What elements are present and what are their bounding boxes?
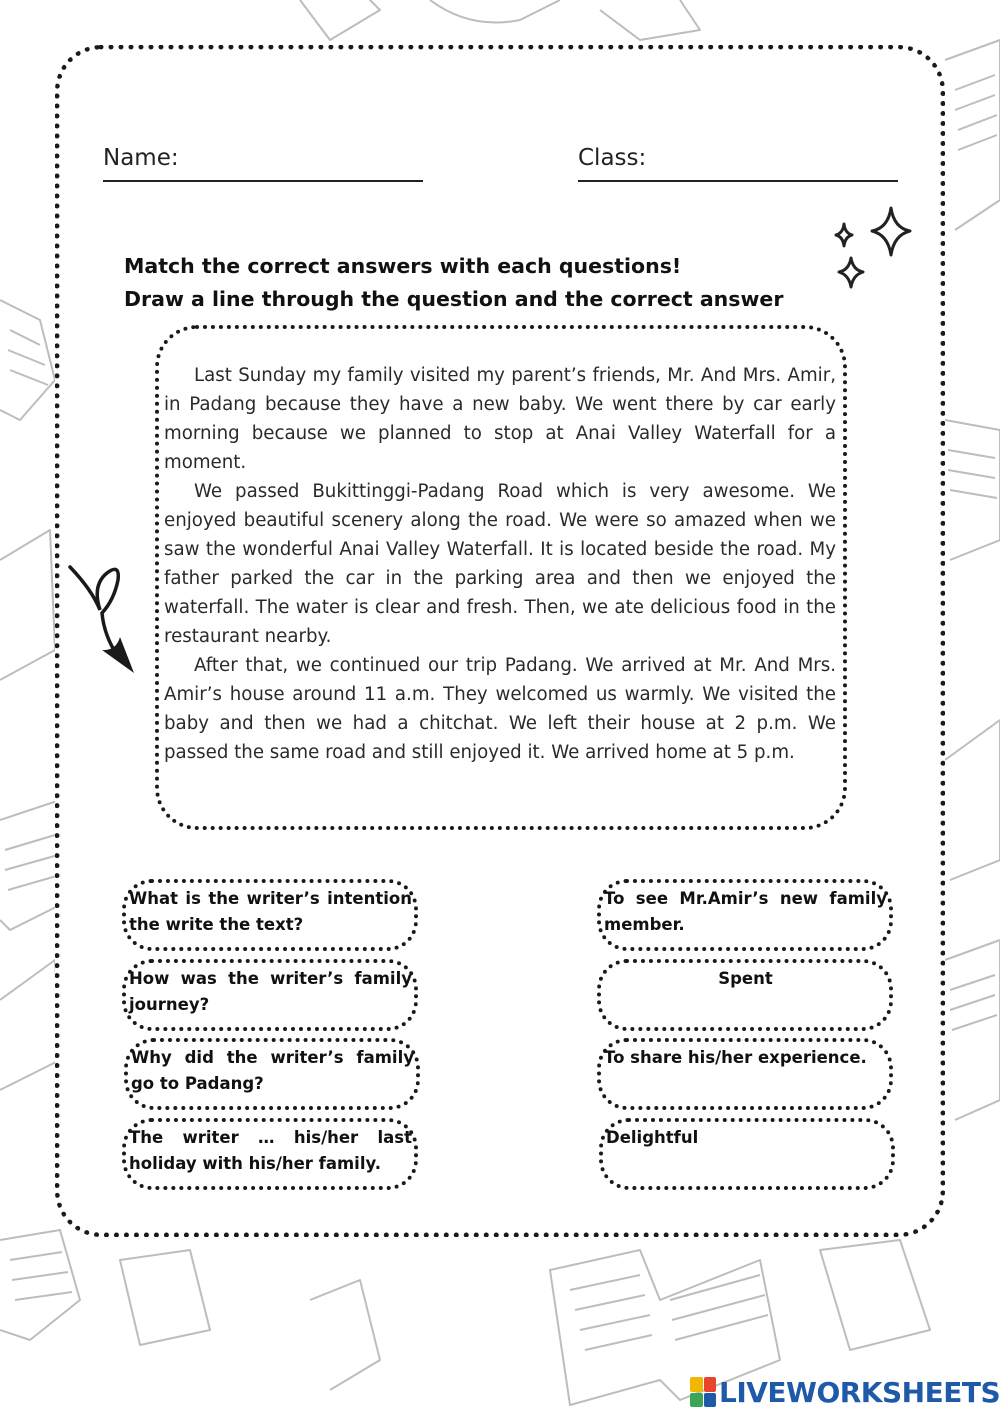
question-1: What is the writer’s intention the write the text? [129, 889, 412, 934]
name-line[interactable] [103, 180, 423, 182]
answer-2: Spent [718, 969, 773, 988]
answer-3: To share his/her experience. [604, 1048, 867, 1067]
sparkles-icon [828, 200, 918, 295]
story-paragraph-3: After that, we continued our trip Padang. We arrived at Mr. And Mrs. Amir’s house around 11 a.m. They welcomed us warmly. We visited the baby and then we had a chitchat. We left their house at 2 p.m. We passed the same road and still enjoyed it. We arrived home at 5 p.m. [164, 655, 836, 763]
name-label: Name: [103, 145, 179, 171]
book-sketch-right [945, 40, 1000, 1120]
question-4: The writer … his/her last holiday with his/her family. [129, 1128, 412, 1173]
story-paragraph-1: Last Sunday my family visited my parent’s friends, Mr. And Mrs. Amir, in Padang because they have a new baby. We went there by car early morning because we planned to stop at Anai Valley Waterfall for a moment. [164, 365, 836, 473]
question-3: Why did the writer’s family go to Padang? [131, 1048, 414, 1093]
instruction-line-1: Match the correct answers with each questions! [124, 254, 682, 278]
question-2: How was the writer’s family journey? [129, 969, 412, 1014]
liveworksheets-logo-text: LIVEWORKSHEETS [719, 1375, 1000, 1409]
liveworksheets-logo[interactable] [690, 1374, 1000, 1410]
answer-4: Delightful [606, 1128, 699, 1147]
class-label: Class: [578, 145, 647, 171]
instructions [124, 250, 783, 316]
curly-arrow-icon [62, 555, 142, 680]
book-sketch-top [300, 0, 700, 40]
story-text [164, 361, 836, 767]
story-paragraph-2: We passed Bukittinggi-Padang Road which is very awesome. We enjoyed beautiful scenery along the road. We were so amazed when we saw the wonderful Anai Valley Waterfall. It is located beside the road. My father parked the car in the parking area and then we enjoyed the waterfall. The water is clear and fresh. Then, we ate delicious food in the restaurant nearby. [164, 481, 836, 647]
liveworksheets-logo-icon [690, 1377, 716, 1407]
instruction-line-2: Draw a line through the question and the correct answer [124, 287, 784, 311]
class-line[interactable] [578, 180, 898, 182]
answer-1: To see Mr.Amir’s new family member. [604, 889, 887, 934]
